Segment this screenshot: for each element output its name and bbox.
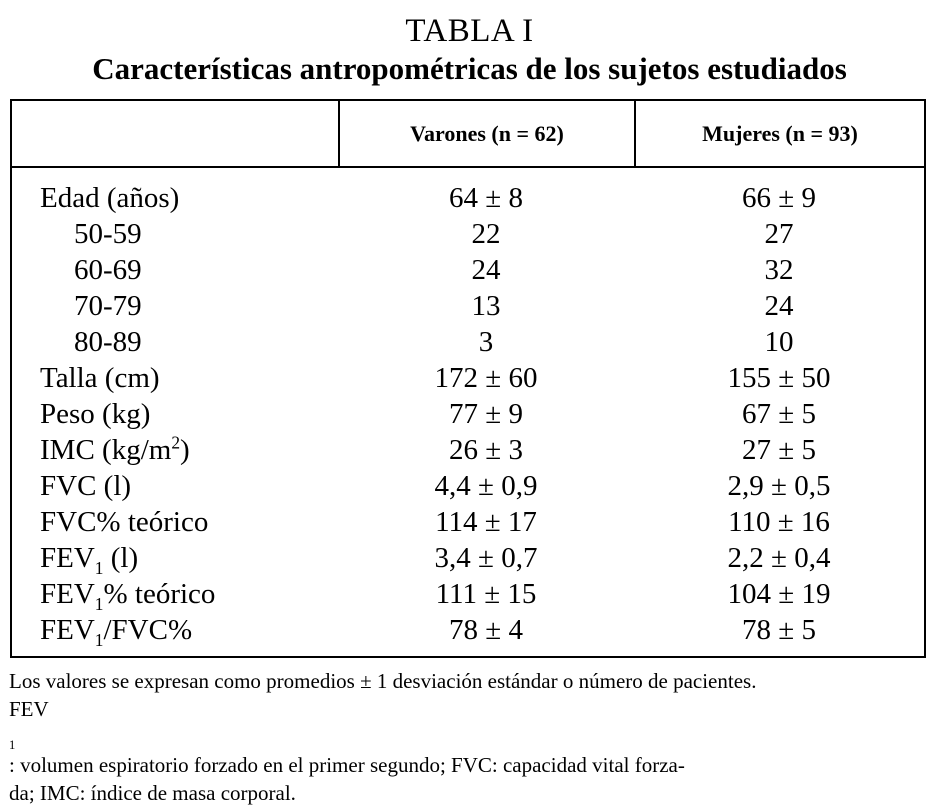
label-text: ) <box>180 434 190 466</box>
value-mujeres: 27 ± 5 <box>742 434 816 466</box>
footnote-line: Los valores se expresan como promedios ± 1 desviación estándar o número de pacientes. <box>9 669 757 693</box>
header-mujeres: Mujeres (n = 93) <box>702 121 858 146</box>
footnote-text: : volumen espiratorio forzado en el primer segundo; FVC: capacidad vital forza- <box>9 753 685 777</box>
value-mujeres: 2,2 ± 0,4 <box>727 542 831 574</box>
value-varones: 22 <box>471 218 501 250</box>
label-subscript: 1 <box>94 557 104 578</box>
value-mujeres: 66 ± 9 <box>742 182 816 214</box>
table-row <box>12 540 924 576</box>
label-subscript: 1 <box>94 629 104 650</box>
table-body <box>12 180 924 648</box>
table-row <box>12 504 924 540</box>
table-row <box>12 360 924 396</box>
footnote-line: da; IMC: índice de masa corporal. <box>9 781 296 805</box>
header-blank-cell <box>12 101 338 166</box>
row-label <box>40 540 138 576</box>
value-varones: 3 <box>478 326 494 358</box>
label-text: /FVC% <box>103 614 193 646</box>
table-row <box>12 468 924 504</box>
label-text: FEV <box>40 542 95 574</box>
table-title: Características antropométricas de los sujetos estudiados <box>92 51 847 86</box>
row-label: Talla (cm) <box>40 362 160 394</box>
row-label: FVC (l) <box>40 470 132 502</box>
value-varones: 4,4 ± 0,9 <box>434 470 538 502</box>
value-mujeres: 155 ± 50 <box>727 362 831 394</box>
label-subscript: 1 <box>94 593 104 614</box>
value-varones: 64 ± 8 <box>449 182 523 214</box>
value-varones: 172 ± 60 <box>434 362 538 394</box>
row-label: 50-59 <box>74 218 142 250</box>
row-label: FVC% teórico <box>40 506 209 538</box>
value-varones: 77 ± 9 <box>449 398 523 430</box>
value-varones: 26 ± 3 <box>449 434 523 466</box>
table-footnote <box>9 667 931 807</box>
row-label: 60-69 <box>74 254 142 286</box>
value-varones: 13 <box>471 290 501 322</box>
value-mujeres: 110 ± 16 <box>728 506 830 538</box>
value-mujeres: 10 <box>764 326 794 358</box>
footnote-text: FEV <box>9 697 49 721</box>
footnote-subscript: 1 <box>9 738 16 753</box>
table-row <box>12 252 924 288</box>
row-label: 80-89 <box>74 326 142 358</box>
value-varones: 111 ± 15 <box>435 578 537 610</box>
header-varones: Varones (n = 62) <box>410 121 564 146</box>
row-label <box>40 576 215 612</box>
table-row <box>12 180 924 216</box>
row-label: Edad (años) <box>40 182 180 214</box>
value-varones: 24 <box>471 254 501 286</box>
label-text: IMC (kg/m <box>40 434 172 466</box>
row-label: 70-79 <box>74 290 142 322</box>
label-text: (l) <box>103 542 139 574</box>
row-label <box>40 432 190 468</box>
row-label: Peso (kg) <box>40 398 151 430</box>
table-row <box>12 396 924 432</box>
value-mujeres: 2,9 ± 0,5 <box>727 470 831 502</box>
label-text: FEV <box>40 578 95 610</box>
row-label <box>40 612 192 648</box>
value-mujeres: 32 <box>764 254 794 286</box>
table-row <box>12 216 924 252</box>
label-superscript: 2 <box>171 432 181 453</box>
value-varones: 78 ± 4 <box>449 614 523 646</box>
value-mujeres: 24 <box>764 290 794 322</box>
value-mujeres: 104 ± 19 <box>727 578 831 610</box>
label-text: FEV <box>40 614 95 646</box>
footnote-line <box>9 695 931 779</box>
data-table <box>10 99 926 658</box>
table-row <box>12 612 924 648</box>
table-row <box>12 324 924 360</box>
table-row <box>12 432 924 468</box>
label-text: % teórico <box>103 578 216 610</box>
value-varones: 114 ± 17 <box>435 506 537 538</box>
value-mujeres: 78 ± 5 <box>742 614 816 646</box>
value-mujeres: 67 ± 5 <box>742 398 816 430</box>
table-row <box>12 576 924 612</box>
value-varones: 3,4 ± 0,7 <box>434 542 538 574</box>
table-header <box>12 101 924 168</box>
table-row <box>12 288 924 324</box>
value-mujeres: 27 <box>764 218 794 250</box>
table-label: TABLA I <box>405 13 534 49</box>
